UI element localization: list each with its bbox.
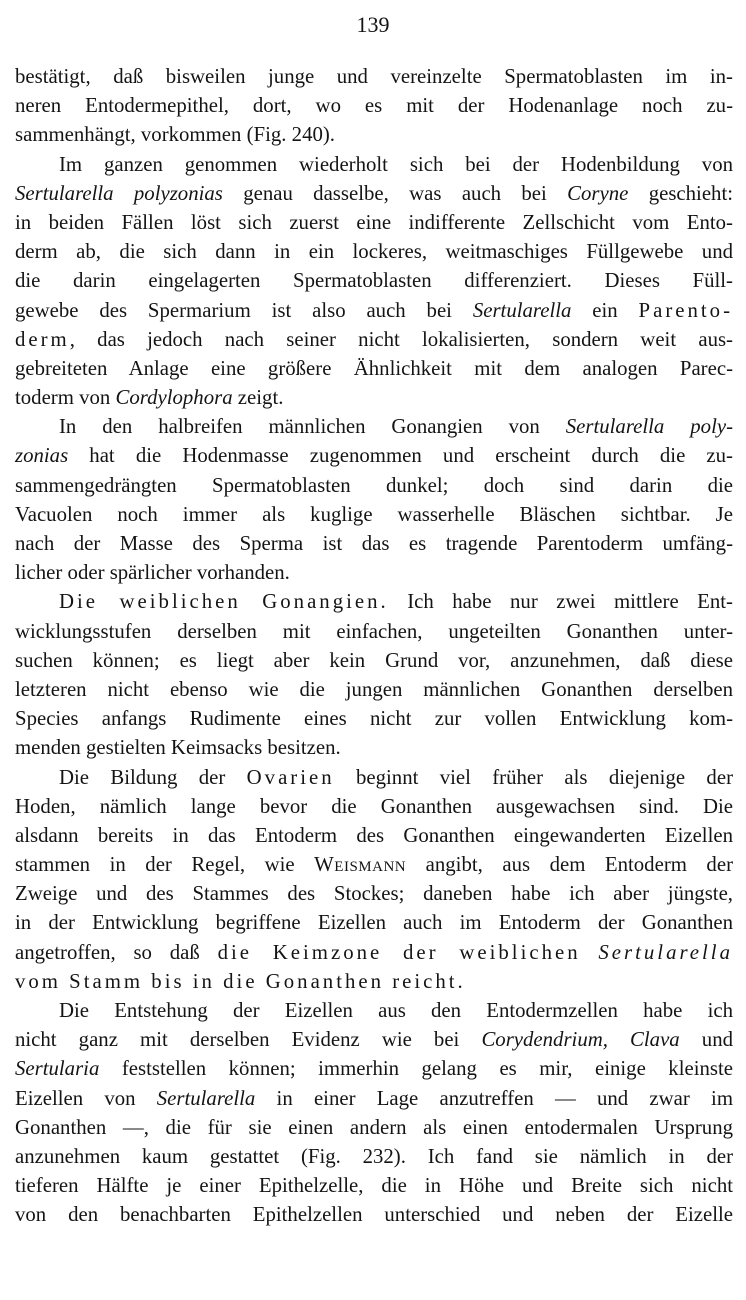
text-line: in der Entwicklung begriffene Eizellen auch im Entoderm der Gonanthen — [15, 911, 733, 935]
text-line: zonias hat die Hodenmasse zugenommen und erscheint durch die zu- — [15, 444, 733, 468]
text-line: menden gestielten Keimsacks besitzen. — [15, 736, 341, 760]
text-line: Vacuolen noch immer als kuglige wasserhelle Bläschen sichtbar. Je — [15, 502, 733, 526]
spaced-term: Parento- — [638, 298, 734, 322]
paragraph-3 — [15, 412, 733, 587]
genus-name: Sertularella — [472, 298, 572, 322]
spaced-term: vom Stamm bis in die Gonanthen reicht. — [15, 969, 466, 993]
text-line: nicht ganz mit derselben Evidenz wie bei Corydendrium, Clava und — [15, 1028, 733, 1052]
genus-name: Sertularella — [156, 1086, 256, 1110]
text-line: Die Bildung der Ovarien beginnt viel früher als diejenige der — [59, 765, 733, 789]
text-line: sammenhängt, vorkommen (Fig. 240). — [15, 123, 335, 147]
genus-name: Corydendrium, Clava — [481, 1028, 680, 1052]
text-line: nach der Masse des Sperma ist das es tragende Parentoderm umfäng- — [15, 532, 733, 555]
text-line: anzunehmen kaum gestattet (Fig. 232). Ich fand sie nämlich in der — [15, 1144, 733, 1168]
text-line: licher oder spärlicher vorhanden. — [15, 561, 290, 585]
paragraph-2 — [15, 150, 733, 413]
species-name: zonias — [15, 444, 69, 468]
text-line: suchen können; es liegt aber kein Grund vor, anzunehmen, daß diese — [15, 648, 733, 672]
text-line: toderm von Cordylophora zeigt. — [15, 386, 284, 410]
text-line: Sertularia feststellen können; immerhin gelang es mir, einige kleinste — [15, 1057, 733, 1081]
spaced-term: derm — [15, 327, 70, 351]
text-line: derm, das jedoch nach seiner nicht lokalisierten, sondern weit aus- — [15, 327, 733, 351]
section-heading: Die weiblichen Gonangien. — [59, 590, 389, 614]
author-name: Weismann — [314, 853, 407, 877]
text-line: alsdann bereits in das Entoderm des Gonanthen eingewanderten Eizellen — [15, 823, 733, 847]
text-line: gewebe des Spermarium ist also auch bei Sertularella ein Parento- — [15, 298, 734, 322]
text-line: Species anfangs Rudimente eines nicht zur vollen Entwicklung kom- — [15, 707, 733, 731]
text-line: Sertularella polyzonias genau dasselbe, was auch bei Coryne geschieht: — [15, 181, 734, 205]
species-name: Sertularella poly- — [565, 415, 734, 439]
text-line: die darin eingelagerten Spermatoblasten differenziert. Dieses Füll- — [15, 269, 733, 293]
text-line: Die weiblichen Gonangien. Ich habe nur zwei mittlere Ent- — [59, 590, 733, 614]
text-line: Im ganzen genommen wiederholt sich bei der Hodenbildung von — [59, 152, 733, 176]
paragraph-5 — [15, 763, 733, 997]
text-line: angetroffen, so daß die Keimzone der weiblichen Sertularella — [15, 940, 733, 964]
text-line — [15, 967, 733, 996]
text-line: Gonanthen —, die für sie einen andern als einen entodermalen Ursprung — [15, 1115, 733, 1139]
text-line: sammengedrängten Spermatoblasten dunkel; doch sind darin die — [15, 473, 733, 497]
text-line: tieferen Hälfte je einer Epithelzelle, die in Höhe und Breite sich nicht — [15, 1174, 733, 1198]
page-number: 139 — [356, 12, 390, 37]
body-text — [15, 62, 733, 1230]
text-line: Zweige und des Stammes des Stockes; daneben habe ich aber jüngste, — [15, 882, 733, 906]
text-line: von den benachbarten Epithelzellen unterschied und neben der Eizelle — [15, 1203, 733, 1227]
paragraph-6 — [15, 996, 733, 1230]
text-line: wicklungsstufen derselben mit einfachen, ungeteilten Gonanthen unter- — [15, 619, 733, 643]
genus-name: Coryne — [567, 181, 629, 205]
spaced-term: die Keimzone der weiblichen — [217, 940, 581, 964]
text-line: Die Entstehung der Eizellen aus den Entodermzellen habe ich — [59, 999, 733, 1022]
text-line: bestätigt, daß bisweilen junge und vereinzelte Spermatoblasten im in- — [15, 65, 733, 88]
text-line: in beiden Fällen löst sich zuerst eine indifferente Zellschicht vom Ento- — [15, 210, 733, 234]
text-line: letzteren nicht ebenso wie die jungen männlichen Gonanthen derselben — [15, 677, 733, 701]
text-line: Hoden, nämlich lange bevor die Gonanthen ausgewachsen sind. Die — [15, 794, 733, 818]
paragraph-4 — [15, 587, 733, 762]
text-line: In den halbreifen männlichen Gonangien von Sertularella poly- — [59, 415, 734, 439]
species-name: Sertularella polyzonias — [15, 181, 223, 205]
genus-name: Sertularella — [598, 940, 733, 964]
spaced-term: Ovarien — [246, 765, 335, 789]
text-line: neren Entodermepithel, dort, wo es mit der Hodenanlage noch zu- — [15, 94, 733, 118]
text-line: gebreiteten Anlage eine größere Ähnlichkeit mit dem analogen Parec- — [15, 356, 733, 380]
text-line: Eizellen von Sertularella in einer Lage anzutreffen — und zwar im — [15, 1086, 733, 1110]
text-line: derm ab, die sich dann in ein lockeres, weitmaschiges Füllgewebe und — [15, 240, 733, 264]
genus-name: Cordylophora — [115, 386, 233, 410]
text-line: stammen in der Regel, wie Weismann angibt, aus dem Entoderm der — [15, 853, 733, 877]
genus-name: Sertularia — [15, 1057, 100, 1081]
paragraph-1 — [15, 62, 733, 150]
